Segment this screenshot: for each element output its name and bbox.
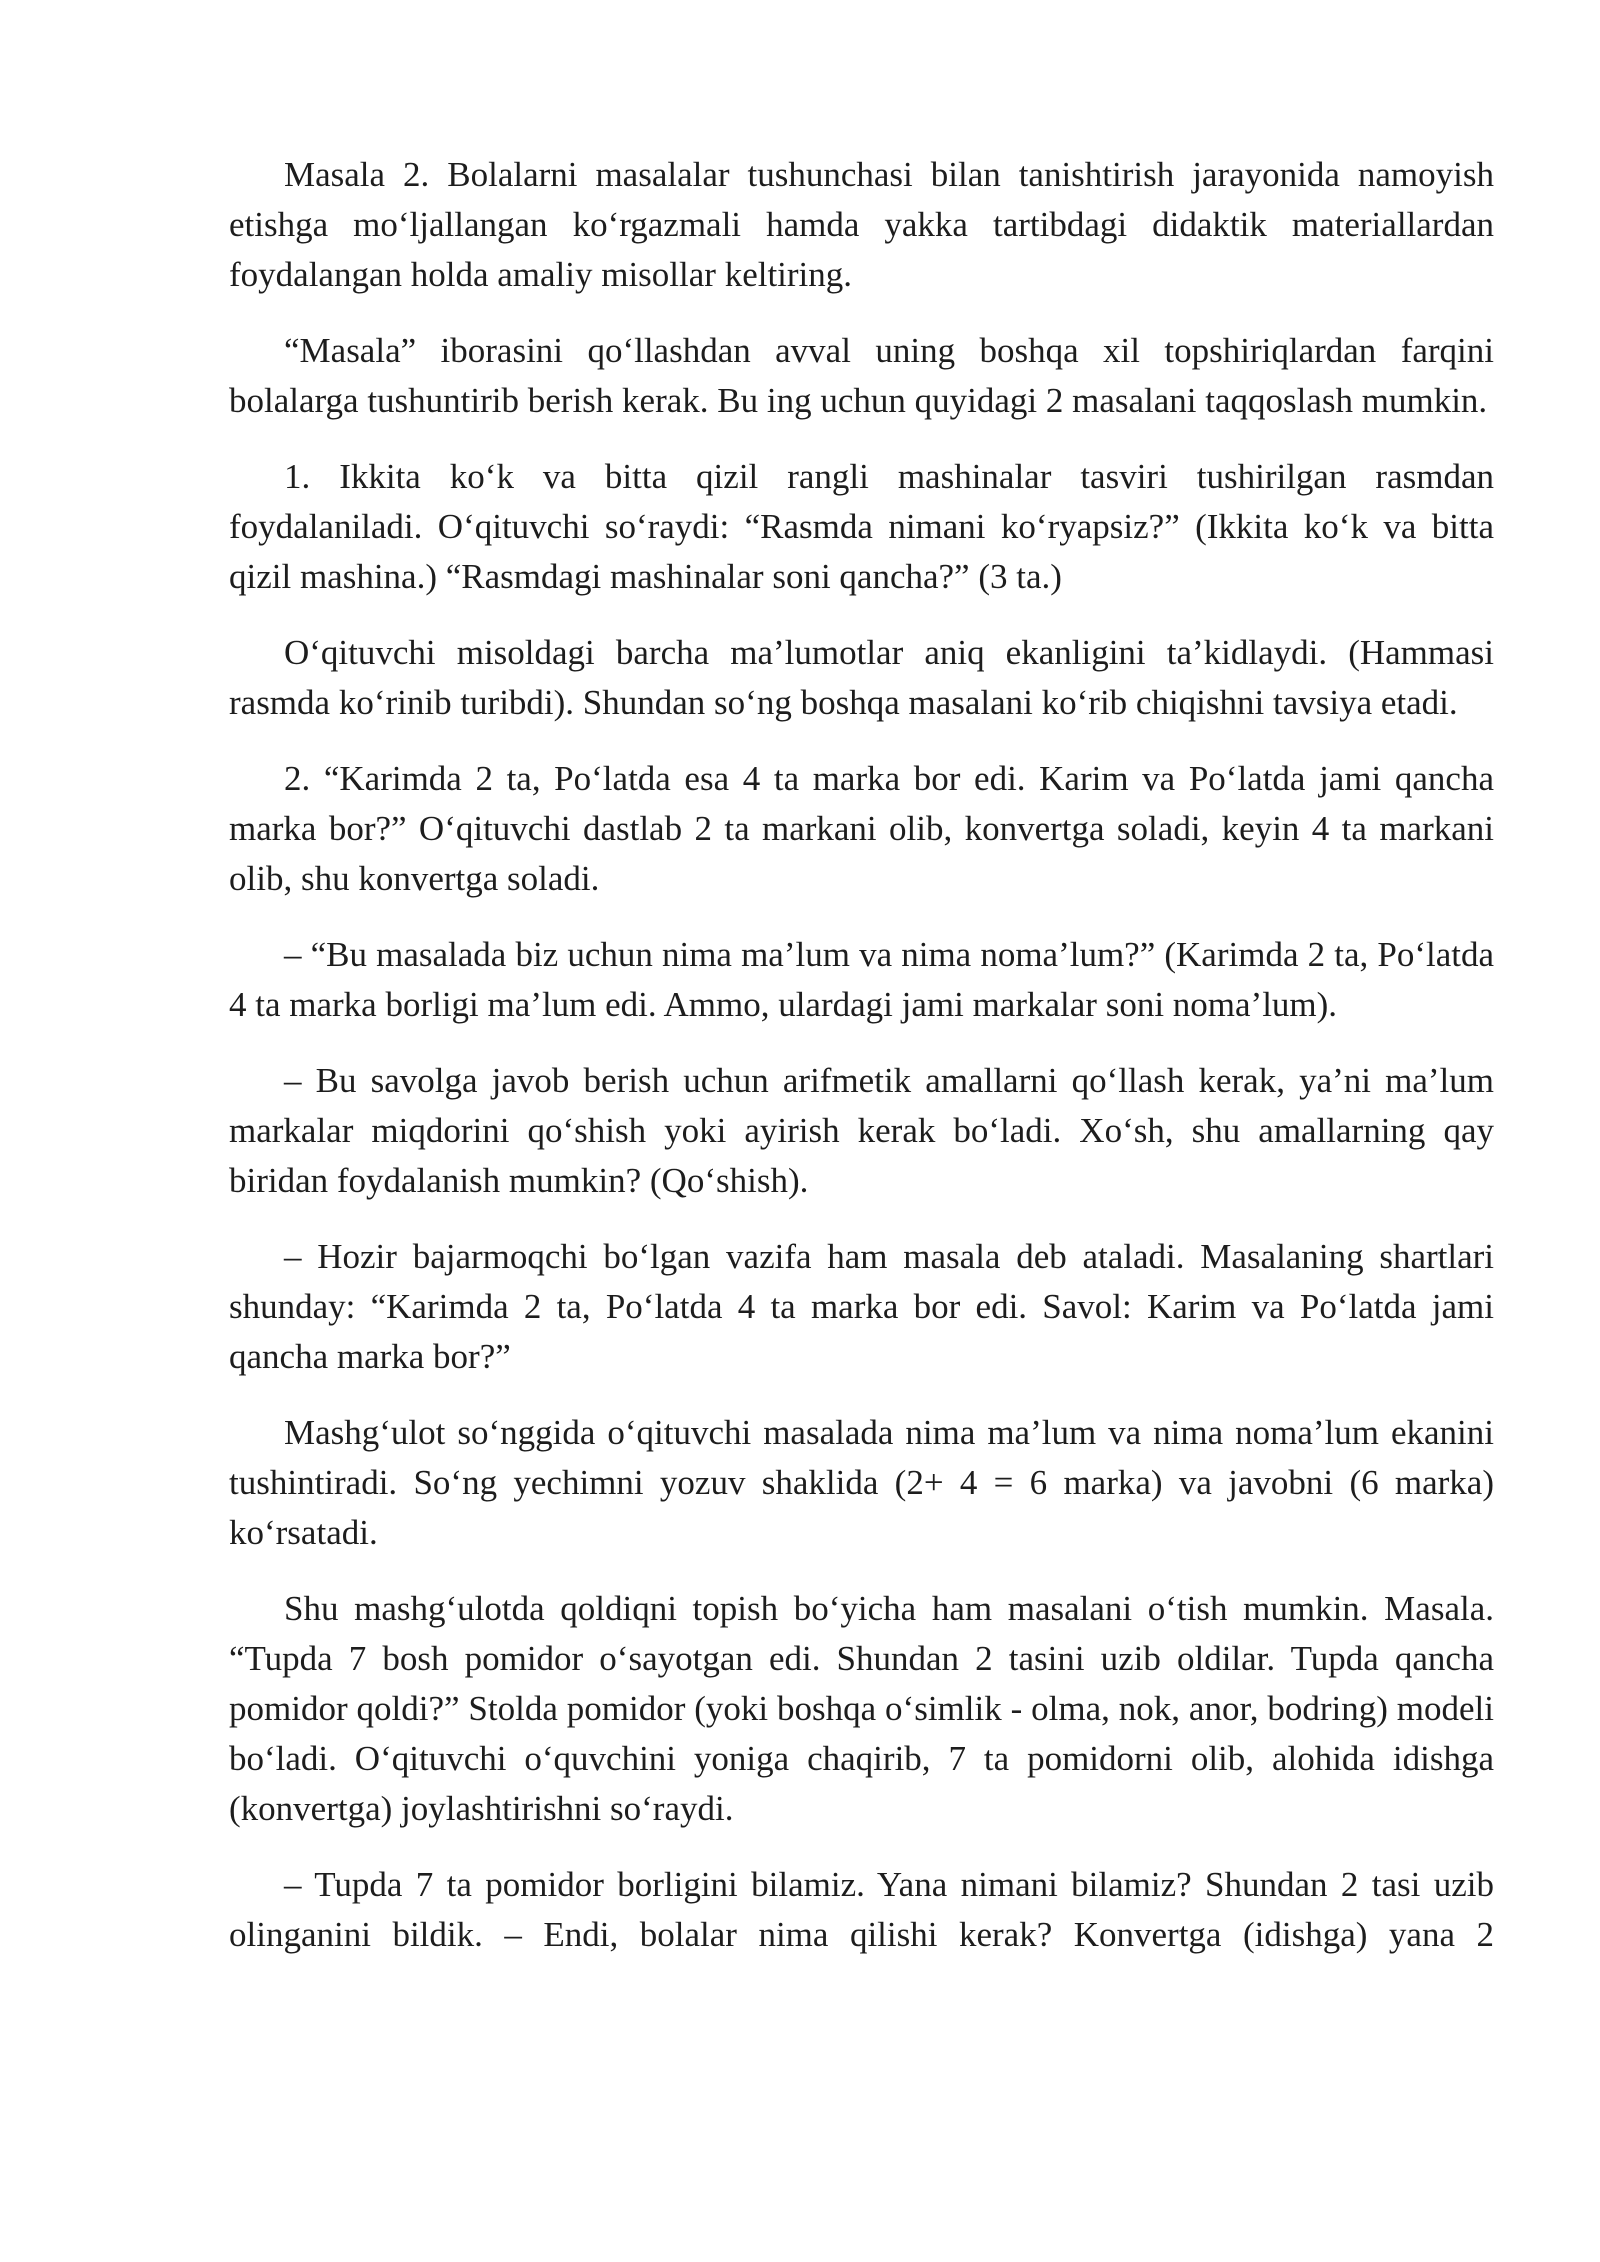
paragraph-teacher-emphasis: O‘qituvchi misoldagi barcha ma’lumotlar aniq ekanligini ta’kidlaydi. (Hammasi rasmda ko‘rinib turibdi). Shundan so‘ng boshqa masalani ko‘rib chiqishni tavsiya etadi. [229, 633, 1494, 722]
paragraph-lesson-end: Mashg‘ulot so‘nggida o‘qituvchi masalada nima ma’lum va nima noma’lum ekanini tushintiradi. So‘ng yechimni yozuv shaklida (2+ 4 = 6 marka) va javobni (6 marka) ko‘rsatadi. [229, 1413, 1494, 1552]
paragraph-example-1: 1. Ikkita ko‘k va bitta qizil rangli mashinalar tasviri tushirilgan rasmdan foydalaniladi. O‘qituvchi so‘raydi: “Rasmda nimani ko‘ryapsiz?” (Ikkita ko‘k va bitta qizil mashina.) “Rasmdagi mashinalar soni qancha?” (3 ta.) [229, 457, 1494, 596]
paragraph-masala-term: “Masala” iborasini qo‘llashdan avval uning boshqa xil topshiriqlardan farqini bolalarga tushuntirib berish kerak. Bu ing uchun quyidagi 2 masalani taqqoslash mumkin. [229, 331, 1494, 420]
paragraph-example-2: 2. “Karimda 2 ta, Po‘latda esa 4 ta marka bor edi. Karim va Po‘latda jami qancha marka bor?” O‘qituvchi dastlab 2 ta markani olib, konvertga soladi, keyin 4 ta markani olib, shu konvertga soladi. [229, 759, 1494, 898]
paragraph-arithmetic-question: – Bu savolga javob berish uchun arifmetik amallarni qo‘llash kerak, ya’ni ma’lum markalar miqdorini qo‘shish yoki ayirish kerak bo‘ladi. Xo‘sh, shu amallarning qay biridan foydalanish mumkin? (Qo‘shish). [229, 1061, 1494, 1200]
paragraph-tomato-continuation: – Tupda 7 ta pomidor borligini bilamiz. Yana nimani bilamiz? Shundan 2 tasi uzib olinganini bildik. – Endi, bolalar nima qilishi kerak? Konvertga (idishga) yana 2 [229, 1865, 1494, 1954]
document-page [229, 150, 1494, 1960]
paragraph-known-unknown: – “Bu masalada biz uchun nima ma’lum va nima noma’lum?” (Karimda 2 ta, Po‘latda 4 ta marka borligi ma’lum edi. Ammo, ulardagi jami markalar soni noma’lum). [229, 935, 1494, 1024]
paragraph-remainder-task: Shu mashg‘ulotda qoldiqni topish bo‘yicha ham masalani o‘tish mumkin. Masala. “Tupda 7 bosh pomidor o‘sayotgan edi. Shundan 2 tasini uzib oldilar. Tupda qancha pomidor qoldi?” Stolda pomidor (yoki boshqa o‘simlik - olma, nok, anor, bodring) modeli bo‘ladi. O‘qituvchi o‘quvchini yoniga chaqirib, 7 ta pomidorni olib, alohida idishga (konvertga) joylashtirishni so‘raydi. [229, 1589, 1494, 1828]
paragraph-task-definition: – Hozir bajarmoqchi bo‘lgan vazifa ham masala deb ataladi. Masalaning shartlari shunday: “Karimda 2 ta, Po‘latda 4 ta marka bor edi. Savol: Karim va Po‘latda jami qancha marka bor?” [229, 1237, 1494, 1376]
paragraph-task-2-heading: Masala 2. Bolalarni masalalar tushunchasi bilan tanishtirish jarayonida namoyish etishga mo‘ljallangan ko‘rgazmali hamda yakka tartibdagi didaktik materiallardan foydalangan holda amaliy misollar keltiring. [229, 155, 1494, 294]
